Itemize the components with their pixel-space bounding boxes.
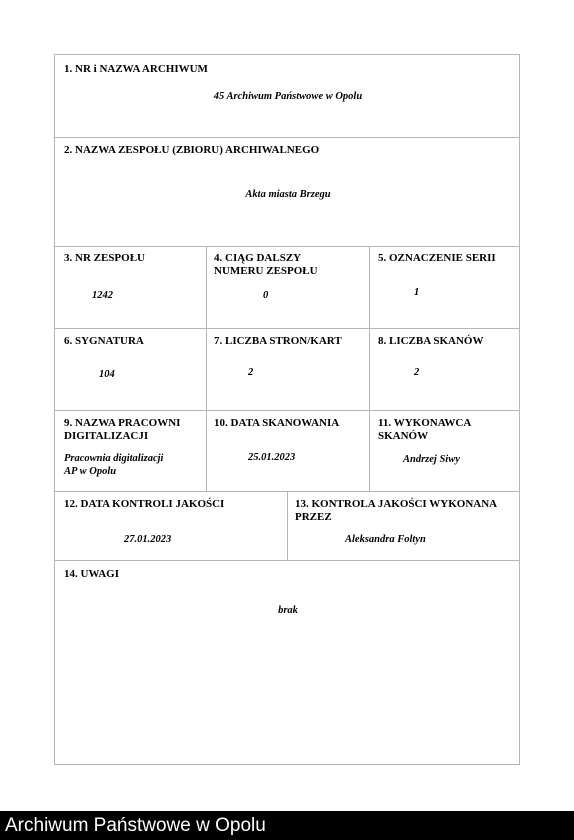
field-lab-label-line2: DIGITALIZACJI <box>64 430 149 442</box>
field-qc-date-value: 27.01.2023 <box>124 534 172 545</box>
field-remarks-value: brak <box>278 605 298 616</box>
field-lab-value-line2: AP w Opolu <box>64 466 117 477</box>
field-operator-label-line1: 11. WYKONAWCA <box>378 417 472 429</box>
field-qc-by-value: Aleksandra Foltyn <box>345 534 426 545</box>
field-continuation-label-line2: NUMERU ZESPOŁU <box>214 265 318 277</box>
field-signature-label: 6. SYGNATURA <box>64 335 144 347</box>
field-archive-label: 1. NR i NAZWA ARCHIWUM <box>64 63 208 75</box>
field-scan-count-value: 2 <box>414 367 420 378</box>
field-lab-label-line1: 9. NAZWA PRACOWNI <box>64 417 181 429</box>
field-page-count-value: 2 <box>248 367 254 378</box>
field-scan-date-value: 25.01.2023 <box>248 452 296 463</box>
row-divider <box>55 410 519 411</box>
field-collection-name-value: Akta miasta Brzegu <box>245 189 331 200</box>
column-divider <box>206 246 207 491</box>
field-operator-label-line2: SKANÓW <box>378 430 429 442</box>
field-lab-value-line1: Pracownia digitalizacji <box>64 453 164 464</box>
field-scan-count-label: 8. LICZBA SKANÓW <box>378 335 484 347</box>
field-continuation-label-line1: 4. CIĄG DALSZY <box>214 252 302 264</box>
row-divider <box>55 328 519 329</box>
field-scan-operator-value: Andrzej Siwy <box>403 454 460 465</box>
field-qc-by-label-line2: PRZEZ <box>295 511 332 523</box>
field-collection-name-label: 2. NAZWA ZESPOŁU (ZBIORU) ARCHIWALNEGO <box>64 144 320 156</box>
footer-banner <box>0 811 574 840</box>
field-qc-date-label: 12. DATA KONTROLI JAKOŚCI <box>64 498 225 510</box>
field-scan-date-label: 10. DATA SKANOWANIA <box>214 417 340 429</box>
column-divider <box>369 246 370 491</box>
footer-archive-name: Archiwum Państwowe w Opolu <box>5 815 266 836</box>
field-series-value: 1 <box>414 287 420 298</box>
column-divider <box>287 491 288 560</box>
field-remarks-label: 14. UWAGI <box>64 568 120 580</box>
field-page-count-label: 7. LICZBA STRON/KART <box>214 335 342 347</box>
field-collection-continuation-value: 0 <box>263 290 269 301</box>
field-archive-value: 45 Archiwum Państwowe w Opolu <box>213 91 363 102</box>
metadata-form <box>54 54 520 765</box>
row-divider <box>55 560 519 561</box>
field-collection-number-label: 3. NR ZESPOŁU <box>64 252 145 264</box>
field-collection-number-value: 1242 <box>92 290 113 301</box>
row-divider <box>55 137 519 138</box>
row-divider <box>55 246 519 247</box>
field-qc-by-label-line1: 13. KONTROLA JAKOŚCI WYKONANA <box>295 498 498 510</box>
field-series-label: 5. OZNACZENIE SERII <box>378 252 496 264</box>
field-signature-value: 104 <box>99 369 115 380</box>
